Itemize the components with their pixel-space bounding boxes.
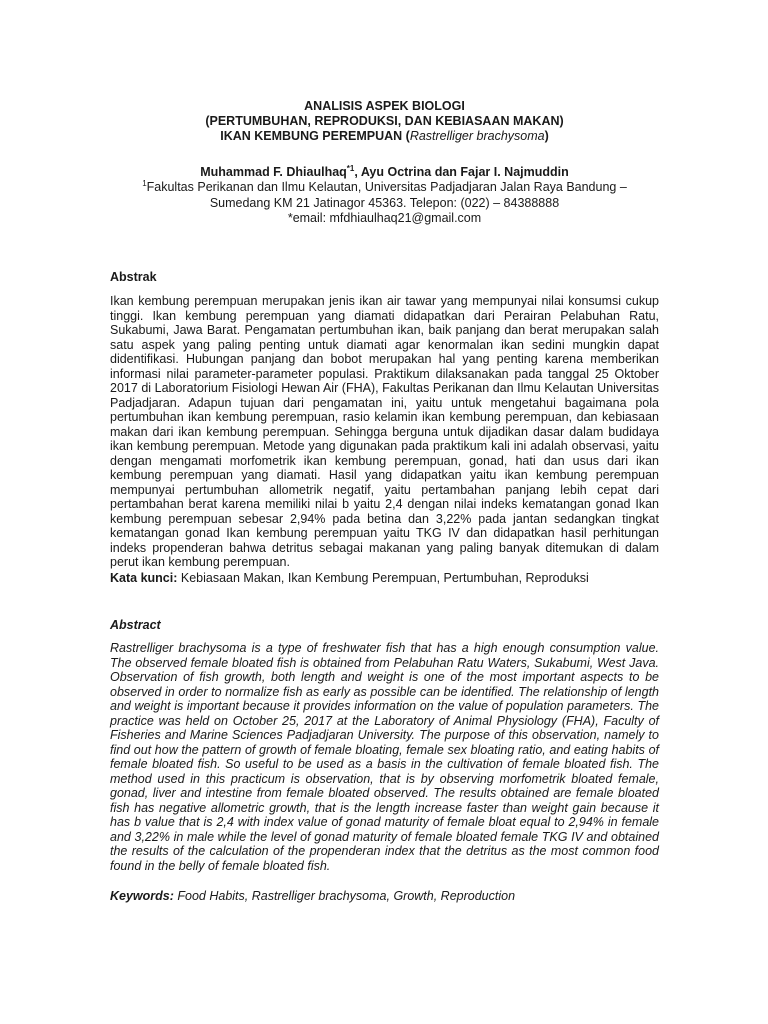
affiliation-mark: 1	[142, 178, 147, 188]
abstrak-body: Ikan kembung perempuan merupakan jenis ikan air tawar yang mempunyai nilai konsumsi cukup tinggi. Ikan kembung perempuan yang diamati didapatkan dari Perairan Pelabuhan Ratu, Sukabumi, Jawa Barat. Pengamatan pertumbuhan ikan, baik panjang dan berat merupakan salah satu aspek yang paling penting untuk diamati agar kenormalan ikan sedini mungkin dapat didentifikasi. Hubungan panjang dan bobot merupakan hal yang penting karena memberikan informasi nilai parameter-parameter populasi. Praktikum dilaksanakan pada tanggal 25 Oktober 2017 di Laboratorium Fisiologi Hewan Air (FHA), Fakultas Perikanan dan Ilmu Kelautan Universitas Padjadjaran. Adapun tujuan dari pengamatan ini, yaitu untuk mengetahui bagaimana pola pertumbuhan ikan kembung perempuan, rasio kelamin ikan kembung perempuan, dan kebiasaan makan dari ikan kembung perempuan. Sehingga berguna untuk dijadikan dasar dalam budidaya ikan kembung perempuan. Metode yang digunakan pada praktikum kali ini adalah observasi, yaitu dengan mengamati morfometrik ikan kembung perempuan, gonad, hati dan usus dari ikan kembung perempuan yang diamati. Hasil yang didapatkan yaitu ikan kembung perempuan mempunyai pertumbuhan allometrik negatif, yaitu pertambahan panjang lebih cepat dari pertambahan berat karena memiliki nilai b yaitu 2,4 dengan nilai indeks kematangan gonad Ikan kembung perempuan sebesar 2,94% pada betina dan 3,22% pada jantan sedangkan tingkat kematangan gonad Ikan kembung perempuan yaitu TKG IV dan didapatkan hasil perhitungan indeks propenderan bahwa detritus sebagai makanan yang paling banyak ditemukan di dalam perut ikan kembung perempuan.	[110, 294, 659, 569]
kata-kunci-text: Kebiasaan Makan, Ikan Kembung Perempuan, Pertumbuhan, Reproduksi	[177, 571, 589, 585]
abstract-heading: Abstract	[110, 618, 161, 632]
title-line-3-prefix: IKAN KEMBUNG PEREMPUAN (	[220, 129, 410, 143]
affiliation	[110, 180, 659, 227]
other-authors: , Ayu Octrina dan Fajar I. Najmuddin	[354, 165, 569, 179]
abstract-body: Rastrelliger brachysoma is a type of freshwater fish that has a high enough consumption value. The observed female bloated fish is obtained from Pelabuhan Ratu Waters, Sukabumi, West Java. Observation of fish growth, both length and weight is one of the most important aspects to be observed in order to normalize fish as early as possible can be identified. The relationship of length and weight is important because it provides information on the value of population parameters. The practice was held on October 25, 2017 at the Laboratory of Animal Physiology (FHA), Faculty of Fisheries and Marine Sciences Padjadjaran University. The purpose of this observation, namely to find out how the pattern of growth of female bloating, female sex bloating ratio, and eating habits of female bloated fish. So useful to be used as a basis in the cultivation of female bloated fish. The method used in this practicum is observation, that is by observing morfometrik bloated female, gonad, liver and intestine from female bloated observed. The results obtained are female bloated fish has negative allometric growth, that is the length increase faster than weight gain because it has b value that is 2,4 with index value of gonad maturity of female bloat equal to 2,94% in female and 3,22% in male while the level of gonad maturity of female bloated female TKG IV and obtained the results of the calculation of the propenderan index that the detritus as the most common food found in the belly of female bloated fish.	[110, 641, 659, 873]
species-name: Rastrelliger brachysoma	[409, 129, 545, 143]
keywords	[110, 889, 659, 904]
affiliation-line-1	[110, 180, 659, 196]
author-1: Muhammad F. Dhiaulhaq	[200, 165, 347, 179]
abstrak-heading: Abstrak	[110, 270, 157, 284]
contact-email: *email: mfdhiaulhaq21@gmail.com	[287, 211, 482, 225]
affiliation-line-2: Sumedang KM 21 Jatinagor 45363. Telepon: (022) – 84388888	[209, 195, 560, 210]
kata-kunci-label: Kata kunci:	[110, 571, 178, 585]
author-1-mark: *1	[346, 163, 355, 173]
affiliation-text-1: Fakultas Perikanan dan Ilmu Kelautan, Universitas Padjadjaran Jalan Raya Bandung –	[146, 180, 627, 194]
title-line-3	[110, 129, 659, 144]
keywords-label: Keywords:	[110, 889, 174, 903]
kata-kunci	[110, 571, 659, 586]
title-line-1: ANALISIS ASPEK BIOLOGI	[304, 99, 465, 113]
title-line-3-suffix: )	[544, 129, 549, 143]
keywords-text: Food Habits, Rastrelliger brachysoma, Growth, Reproduction	[173, 889, 516, 903]
author-list	[110, 165, 659, 180]
paper-title	[110, 99, 659, 144]
title-line-2: (PERTUMBUHAN, REPRODUKSI, DAN KEBIASAAN MAKAN)	[205, 114, 564, 128]
